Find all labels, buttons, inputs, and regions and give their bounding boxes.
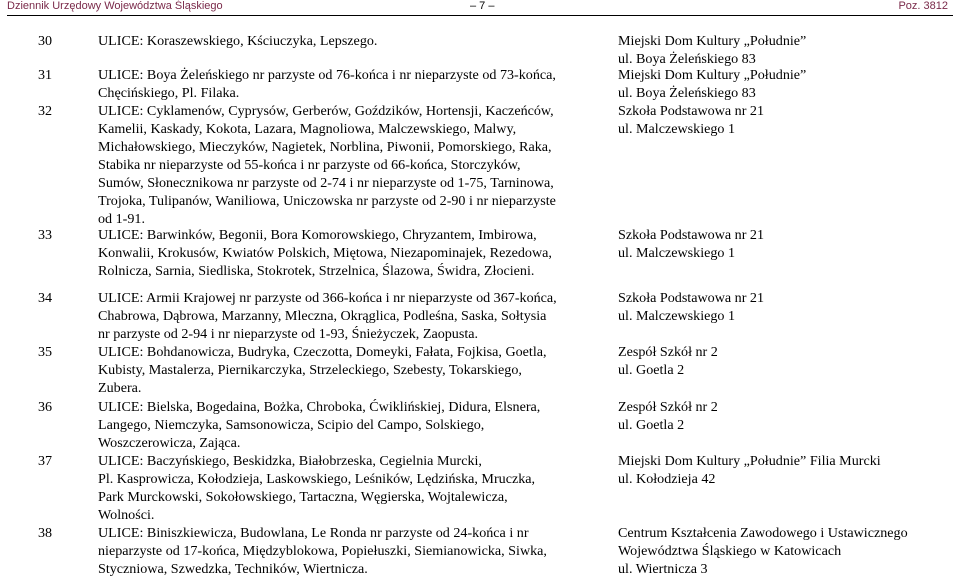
location-line: ul. Boya Żeleńskiego 83 bbox=[618, 51, 756, 67]
row-number: 32 bbox=[38, 103, 53, 119]
streets-line: nr parzyste od 2-94 i nr nieparzyste od 1-93, Śnieżyczek, Zaopusta. bbox=[98, 326, 479, 342]
page-number: – 7 – bbox=[470, 0, 495, 12]
polling-location bbox=[618, 102, 948, 138]
streets-list bbox=[98, 343, 608, 397]
streets-line: Trojoka, Tulipanów, Waniliowa, Uniczowska nr parzyste od 2-90 i nr nieparzyste bbox=[98, 193, 556, 209]
polling-location bbox=[618, 289, 948, 325]
streets-line: ULICE: Koraszewskiego, Kściuczyka, Lepszego. bbox=[98, 33, 378, 49]
streets-list bbox=[98, 102, 608, 228]
location-line: Szkoła Podstawowa nr 21 bbox=[618, 103, 765, 119]
streets-line: ULICE: Baczyńskiego, Beskidzka, Białobrzeska, Cegielnia Murcki, bbox=[98, 453, 482, 469]
streets-list bbox=[98, 32, 608, 50]
streets-line: ULICE: Cyklamenów, Cyprysów, Gerberów, Goździków, Hortensji, Kaczeńców, bbox=[98, 103, 554, 119]
streets-line: Zubera. bbox=[98, 380, 142, 396]
streets-line: nieparzyste od 17-końca, Międzyblokowa, Popiełuszki, Siemianowicka, Siwka, bbox=[98, 543, 547, 559]
streets-list bbox=[98, 226, 608, 280]
polling-location bbox=[618, 66, 948, 102]
streets-list bbox=[98, 289, 608, 343]
streets-line: Konwalii, Krokusów, Kwiatów Polskich, Miętowa, Niezapominajek, Rezedowa, bbox=[98, 245, 552, 261]
polling-location bbox=[618, 398, 948, 434]
streets-line: ULICE: Biniszkiewicza, Budowlana, Le Ronda nr parzyste od 24-końca i nr bbox=[98, 525, 529, 541]
position-number: Poz. 3812 bbox=[898, 0, 948, 12]
location-line: Zespół Szkół nr 2 bbox=[618, 399, 718, 415]
polling-location bbox=[618, 343, 948, 379]
streets-line: od 1-91. bbox=[98, 211, 145, 227]
streets-line: ULICE: Armii Krajowej nr parzyste od 366-końca i nr nieparzyste od 367-końca, bbox=[98, 290, 557, 306]
header-divider bbox=[7, 15, 953, 16]
polling-location bbox=[618, 452, 948, 488]
streets-line: Woszczerowicza, Zająca. bbox=[98, 435, 241, 451]
streets-line: Chęcińskiego, Pl. Filaka. bbox=[98, 85, 240, 101]
row-number: 36 bbox=[38, 399, 53, 415]
row-number: 37 bbox=[38, 453, 53, 469]
location-line: Centrum Kształcenia Zawodowego i Ustawicznego bbox=[618, 525, 908, 541]
streets-list bbox=[98, 66, 608, 102]
streets-line: Michałowskiego, Mieczyków, Nagietek, Norblina, Piwonii, Pomorskiego, Raka, bbox=[98, 139, 552, 155]
streets-line: Sumów, Słonecznikowa nr parzyste od 2-74 i nr nieparzyste od 1-75, Tarninowa, bbox=[98, 175, 554, 191]
location-line: ul. Goetla 2 bbox=[618, 362, 685, 378]
location-line: Zespół Szkół nr 2 bbox=[618, 344, 718, 360]
location-line: ul. Malczewskiego 1 bbox=[618, 245, 736, 261]
streets-line: Chabrowa, Dąbrowa, Marzanny, Mleczna, Okrąglica, Podleśna, Saska, Sołtysia bbox=[98, 308, 547, 324]
streets-line: Wolności. bbox=[98, 507, 155, 523]
location-line: ul. Goetla 2 bbox=[618, 417, 685, 433]
row-number: 34 bbox=[38, 290, 53, 306]
polling-location bbox=[618, 226, 948, 262]
streets-line: Langego, Niemczyka, Samsonowicza, Scipio del Campo, Solskiego, bbox=[98, 417, 485, 433]
journal-title: Dziennik Urzędowy Województwa Śląskiego bbox=[7, 0, 223, 12]
location-line: Miejski Dom Kultury „Południe” bbox=[618, 33, 807, 49]
page-header bbox=[0, 0, 959, 14]
location-line: ul. Boya Żeleńskiego 83 bbox=[618, 85, 756, 101]
polling-location bbox=[618, 524, 948, 578]
polling-location bbox=[618, 32, 948, 68]
row-number: 33 bbox=[38, 227, 53, 243]
streets-line: Kamelii, Kaskady, Kokota, Lazara, Magnoliowa, Malczewskiego, Malwy, bbox=[98, 121, 517, 137]
streets-line: Styczniowa, Szwedzka, Techników, Wiertnicza. bbox=[98, 561, 368, 577]
streets-line: Pl. Kasprowicza, Kołodzieja, Laskowskiego, Leśników, Lędzińska, Mruczka, bbox=[98, 471, 536, 487]
streets-line: ULICE: Barwinków, Begonii, Bora Komorowskiego, Chryzantem, Imbirowa, bbox=[98, 227, 537, 243]
streets-list bbox=[98, 452, 608, 524]
row-number: 38 bbox=[38, 525, 53, 541]
location-line: ul. Malczewskiego 1 bbox=[618, 121, 736, 137]
location-line: Szkoła Podstawowa nr 21 bbox=[618, 227, 765, 243]
location-line: ul. Wiertnicza 3 bbox=[618, 561, 708, 577]
streets-line: Stabika nr nieparzyste od 55-końca i nr parzyste od 66-końca, Storczyków, bbox=[98, 157, 521, 173]
streets-line: Rolnicza, Sarnia, Siedliska, Stokrotek, Strzelnica, Ślazowa, Świdra, Złocieni. bbox=[98, 263, 535, 279]
streets-line: Kubisty, Mastalerza, Piernikarczyka, Strzeleckiego, Szebesty, Tokarskiego, bbox=[98, 362, 522, 378]
streets-list bbox=[98, 524, 608, 578]
row-number: 35 bbox=[38, 344, 53, 360]
location-line: Województwa Śląskiego w Katowicach bbox=[618, 543, 842, 559]
streets-line: ULICE: Bielska, Bogedaina, Bożka, Chroboka, Ćwiklińskiej, Didura, Elsnera, bbox=[98, 399, 541, 415]
row-number: 31 bbox=[38, 67, 53, 83]
streets-line: Park Murckowski, Sokołowskiego, Tartaczna, Węgierska, Wojtalewicza, bbox=[98, 489, 508, 505]
row-number: 30 bbox=[38, 33, 53, 49]
location-line: Szkoła Podstawowa nr 21 bbox=[618, 290, 765, 306]
streets-line: ULICE: Boya Żeleńskiego nr parzyste od 76-końca i nr nieparzyste od 73-końca, bbox=[98, 67, 556, 83]
location-line: ul. Kołodzieja 42 bbox=[618, 471, 716, 487]
streets-line: ULICE: Bohdanowicza, Budryka, Czeczotta, Domeyki, Fałata, Fojkisa, Goetla, bbox=[98, 344, 547, 360]
streets-list bbox=[98, 398, 608, 452]
location-line: ul. Malczewskiego 1 bbox=[618, 308, 736, 324]
location-line: Miejski Dom Kultury „Południe” Filia Murcki bbox=[618, 453, 881, 469]
location-line: Miejski Dom Kultury „Południe” bbox=[618, 67, 807, 83]
